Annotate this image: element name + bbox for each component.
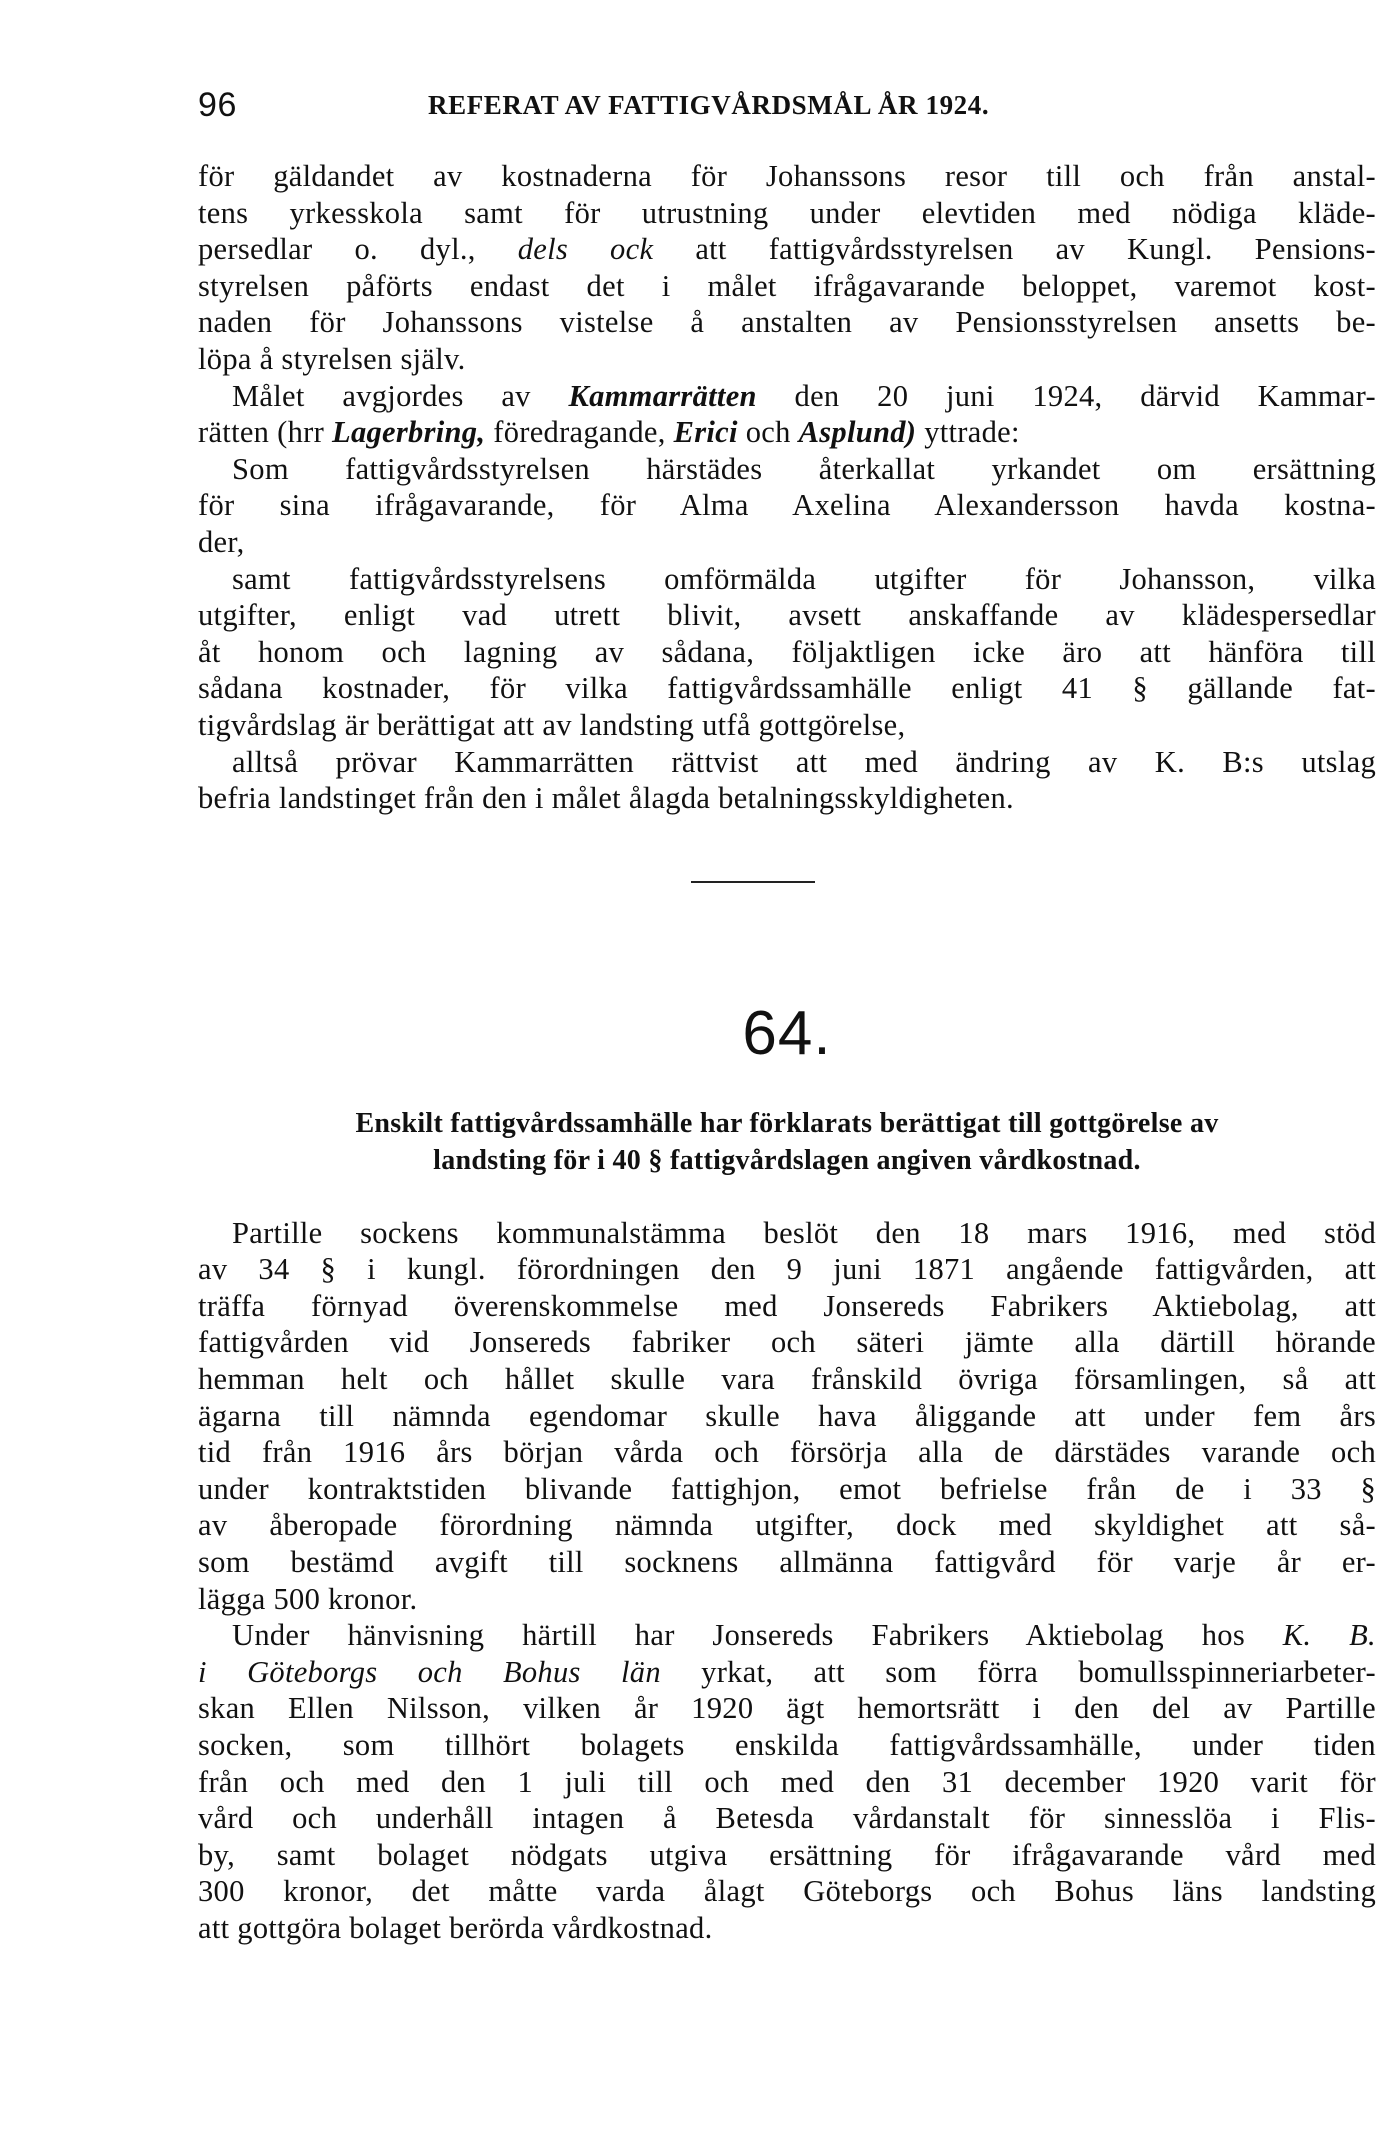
italic-phrase: dels ock bbox=[517, 232, 654, 267]
case-summary-line: Enskilt fattigvårdssamhälle har förklarats berättigat till gottgörelse av bbox=[355, 1107, 1219, 1139]
text-line: utgifter, enligt vad utrett blivit, avsett anskaffande av klädespersedlar bbox=[198, 598, 1376, 633]
section-separator bbox=[691, 881, 815, 883]
text-line: som bestämd avgift till socknens allmänna fattigvård för varje år er- bbox=[198, 1545, 1376, 1580]
text-line: 300 kronor, det måtte varda ålagt Göteborgs och Bohus läns landsting bbox=[198, 1874, 1376, 1909]
text-span: rätten (hrr bbox=[198, 415, 325, 450]
text-span: Målet avgjordes av bbox=[232, 378, 531, 413]
text-line: samt fattigvårdsstyrelsens omförmälda utgifter för Johansson, vilka bbox=[232, 561, 1376, 596]
text-line: från och med den 1 juli till och med den 31 december 1920 varit för bbox=[198, 1764, 1376, 1799]
text-line: för sina ifrågavarande, för Alma Axelina Alexandersson havda kostna- bbox=[198, 488, 1376, 523]
text-line: löpa å styrelsen själv. bbox=[198, 341, 466, 376]
text-line: vård och underhåll intagen å Betesda vårdanstalt för sinnesslöa i Flis- bbox=[198, 1801, 1376, 1836]
text-line bbox=[198, 1654, 1376, 1691]
text-line: naden för Johanssons vistelse å anstalten av Pensionsstyrelsen ansetts be- bbox=[198, 305, 1376, 340]
case-summary-line: landsting för i 40 § fattigvårdslagen angiven vårdkostnad. bbox=[433, 1144, 1141, 1176]
text-span: och bbox=[745, 415, 791, 450]
text-line: träffa förnyad överenskommelse med Jonsereds Fabrikers Aktiebolag, att bbox=[198, 1288, 1376, 1323]
text-line: socken, som tillhört bolagets enskilda fattigvårdssamhälle, under tiden bbox=[198, 1728, 1376, 1762]
text-line: skan Ellen Nilsson, vilken år 1920 ägt hemortsrätt i den del av Partille bbox=[198, 1691, 1376, 1726]
text-span: den 20 juni 1924, därvid Kammar- bbox=[794, 378, 1376, 413]
text-line: Partille sockens kommunalstämma beslöt den 18 mars 1916, med stöd bbox=[232, 1215, 1376, 1250]
text-span: Under hänvisning härtill har Jonsereds Fabrikers Aktiebolag hos bbox=[232, 1618, 1246, 1653]
text-span: att fattigvårdsstyrelsen av Kungl. Pensions- bbox=[695, 232, 1376, 267]
paragraph-background-cont bbox=[198, 1251, 1376, 1617]
case-summary bbox=[198, 1105, 1376, 1179]
paragraph-court-judges bbox=[198, 414, 1376, 451]
text-line: Som fattigvårdsstyrelsen härstädes återkallat yrkandet om ersättning bbox=[232, 451, 1376, 486]
text-line: lägga 500 kronor. bbox=[198, 1581, 418, 1616]
text-line: för gäldandet av kostnaderna för Johanssons resor till och från anstal- bbox=[198, 159, 1376, 193]
text-line bbox=[232, 1617, 1376, 1654]
text-line: tigvårdslag är berättigat att av landsting utfå gottgörelse, bbox=[198, 707, 906, 742]
court-name: Kammarrätten bbox=[568, 378, 757, 413]
text-line: av åberopade förordning nämnda utgifter, dock med skyldighet att så- bbox=[198, 1508, 1376, 1543]
text-line: der, bbox=[198, 524, 245, 559]
text-line: att gottgöra bolaget berörda vårdkostnad. bbox=[198, 1910, 713, 1945]
text-span: persedlar o. dyl., bbox=[198, 232, 476, 267]
italic-phrase: i Göteborgs och Bohus län bbox=[198, 1654, 661, 1689]
paragraph-ruling-first-cont bbox=[198, 487, 1376, 560]
judge-name: Lagerbring, bbox=[332, 415, 486, 450]
text-line: befria landstinget från den i målet ålagda betalningsskyldigheten. bbox=[198, 781, 1014, 816]
text-line: av 34 § i kungl. förordningen den 9 juni 1871 angående fattigvården, att bbox=[198, 1252, 1376, 1287]
judge-name: Asplund) bbox=[798, 415, 917, 450]
paragraph-claim-cont bbox=[198, 1654, 1376, 1947]
authority-abbrev: K. B. bbox=[1282, 1618, 1376, 1653]
text-line bbox=[232, 378, 1376, 415]
text-line: tid från 1916 års början vårda och försörja alla de därstädes varande och bbox=[198, 1435, 1376, 1470]
paragraph-ruling-conclusion-cont bbox=[198, 780, 1376, 817]
paragraph-ruling-conclusion bbox=[198, 744, 1376, 781]
text-line bbox=[198, 414, 1376, 451]
text-line: under kontraktstiden blivande fattighjon, emot befrielse från de i 33 § bbox=[198, 1471, 1376, 1506]
text-line: sådana kostnader, för vilka fattigvårdssamhälle enligt 41 § gällande fat- bbox=[198, 671, 1376, 706]
text-line: styrelsen påförts endast det i målet ifrågavarande beloppet, varemot kost- bbox=[198, 268, 1376, 303]
text-line: åt honom och lagning av sådana, följaktligen icke äro att hänföra till bbox=[198, 634, 1376, 669]
running-head-title: REFERAT AV FATTIGVÅRDSMÅL ÅR 1924. bbox=[428, 90, 990, 120]
text-line bbox=[198, 231, 1376, 268]
paragraph-court-decision bbox=[198, 378, 1376, 415]
text-line: tens yrkesskola samt för utrustning under elevtiden med nödiga kläde- bbox=[198, 195, 1376, 230]
text-line: ägarna till nämnda egendomar skulle hava åliggande att under fem års bbox=[198, 1398, 1376, 1433]
text-span: yrkat, att som förra bomullsspinneriarbeter- bbox=[701, 1654, 1376, 1689]
text-line: fattigvården vid Jonsereds fabriker och säteri jämte alla därtill hörande bbox=[198, 1325, 1376, 1360]
document-page bbox=[198, 82, 1376, 1947]
text-line: hemman helt och hållet skulle vara frånskild övriga församlingen, så att bbox=[198, 1362, 1376, 1397]
text-span: föredragande, bbox=[493, 415, 666, 450]
text-line: by, samt bolaget nödgats utgiva ersättning för ifrågavarande vård med bbox=[198, 1837, 1376, 1872]
paragraph-ruling-second bbox=[198, 561, 1376, 598]
judge-name: Erici bbox=[673, 415, 738, 450]
paragraph-continued bbox=[198, 158, 1376, 378]
text-span: yttrade: bbox=[924, 415, 1020, 450]
case-text-block bbox=[198, 1215, 1376, 1947]
paragraph-ruling-first bbox=[198, 451, 1376, 488]
page-number: 96 bbox=[198, 86, 238, 124]
paragraph-background bbox=[198, 1215, 1376, 1252]
paragraph-claim bbox=[198, 1617, 1376, 1654]
text-line: alltså prövar Kammarrätten rättvist att med ändring av K. B:s utslag bbox=[232, 744, 1376, 779]
case-number: 64. bbox=[742, 998, 832, 1068]
running-head bbox=[198, 82, 1376, 126]
continued-text-block bbox=[198, 158, 1376, 817]
paragraph-ruling-second-cont bbox=[198, 597, 1376, 743]
